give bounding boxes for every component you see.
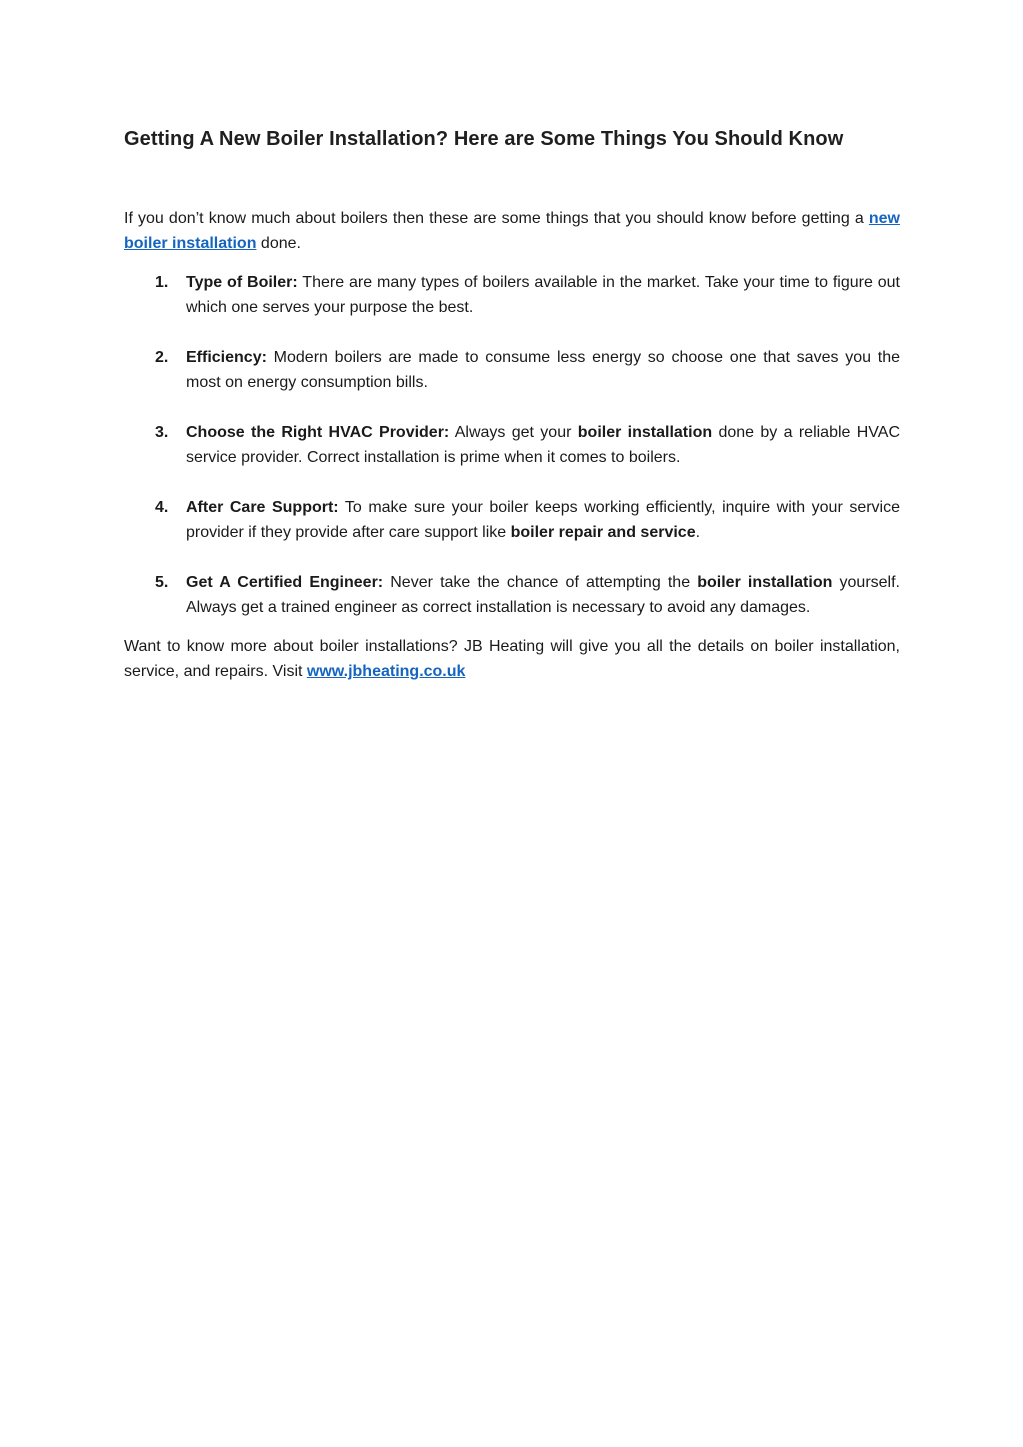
intro-text-after: done. [256,235,301,252]
intro-paragraph [124,206,900,256]
page-title: Getting A New Boiler Installation? Here are Some Things You Should Know [124,128,844,150]
new-boiler-installation-link[interactable]: new boiler installation [124,210,900,252]
list-item [124,345,900,395]
list-item-text-after: yourself. Always get a trained engineer as correct installation is necessary to avoid any damages. [186,574,900,616]
list-item-number: 5. [155,574,169,591]
list-item-bold-term: boiler installation [577,424,713,441]
list-item-text-after: done by a reliable HVAC service provider. Correct installation is prime when it comes to boilers. [186,424,901,466]
list-item [124,270,900,320]
list-item-heading: Type of Boiler: [186,274,298,291]
list-item-bold-term: boiler repair and service [510,524,696,541]
list-item [124,570,900,620]
list-item-heading: Efficiency: [186,349,267,366]
outro-text: Want to know more about boiler installations? JB Heating will give you all the details on boiler installation, service, and repairs. Visit [124,638,900,680]
jbheating-website-link[interactable]: www.jbheating.co.uk [306,663,466,680]
list-item-number: 1. [155,274,169,291]
tips-list [124,270,900,620]
list-item-text-after: . [695,524,701,541]
list-item-number: 3. [155,424,169,441]
list-item [124,420,900,470]
list-item-text-before: Always get your [449,424,578,441]
document-page [124,0,900,684]
list-item-heading: Choose the Right HVAC Provider: [186,424,450,441]
list-item [124,495,900,545]
list-item-heading: Get A Certified Engineer: [186,574,384,591]
list-item-text: Modern boilers are made to consume less energy so choose one that saves you the most on energy consumption bills. [186,349,900,391]
list-item-number: 2. [155,349,169,366]
outro-paragraph [124,634,900,684]
list-item-bold-term: boiler installation [697,574,833,591]
list-item-text-before: Never take the chance of attempting the [383,574,698,591]
intro-text-before: If you don’t know much about boilers then these are some things that you should know before getting a [124,210,869,227]
list-item-number: 4. [155,499,169,516]
list-item-text-before: To make sure your boiler keeps working efficiently, inquire with your service provider if they provide after care support like [186,499,900,541]
list-item-text: There are many types of boilers available in the market. Take your time to figure out which one serves your purpose the best. [186,274,900,316]
list-item-heading: After Care Support: [186,499,339,516]
